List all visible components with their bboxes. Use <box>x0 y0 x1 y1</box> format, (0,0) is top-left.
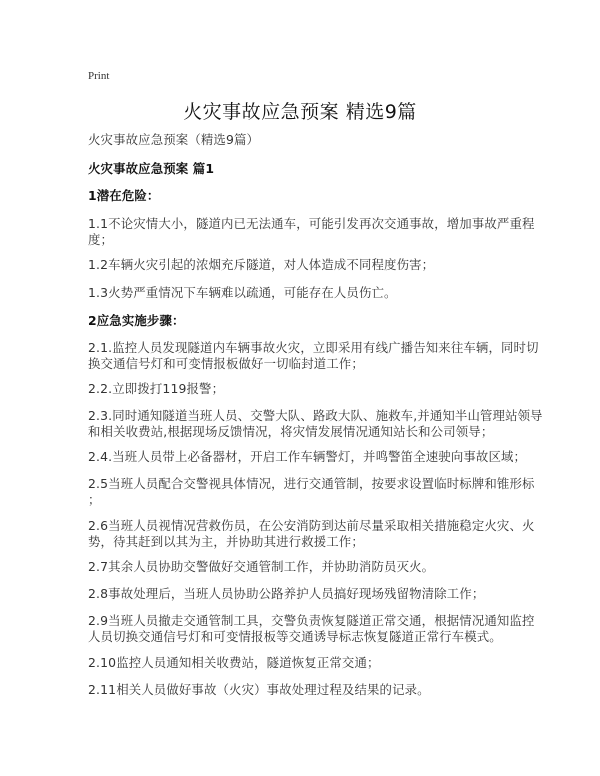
page-title: 火灾事故应急预案 精选9篇 <box>183 101 417 123</box>
paragraph-line: 1.2车辆火灾引起的浓烟充斥隧道，对人体造成不同程度伤害； <box>88 257 435 272</box>
paragraph-line: 势，待其赶到以其为主，并协助其进行救援工作； <box>88 534 364 549</box>
paragraph <box>88 381 224 397</box>
paragraph-line: 人员切换交通信号灯和可变情报板等交通诱导标志恢复隧道正常行车模式。 <box>88 629 502 644</box>
paragraph <box>88 586 484 602</box>
paragraph <box>88 449 526 465</box>
paragraph <box>88 655 380 671</box>
paragraph-line: 2.1.监控人员发现隧道内车辆事故火灾，立即采用有线广播告知来往车辆，同时切 <box>88 340 539 355</box>
section-heading-steps: 2应急实施步骤： <box>88 313 185 328</box>
paragraph-line: 换交通信号灯和可变情报板做好一切临封道工作； <box>88 356 364 371</box>
paragraph-line: 2.9当班人员撤走交通管制工具，交警负责恢复隧道正常交通，根据情况通知监控 <box>88 613 535 628</box>
paragraph-line: 和相关收费站,根据现场反馈情况，将灾情发展情况通知站长和公司领导； <box>88 424 494 439</box>
article-heading: 火灾事故应急预案 篇1 <box>88 161 215 176</box>
paragraph <box>88 682 430 698</box>
paragraph <box>88 285 397 301</box>
paragraph <box>88 559 434 575</box>
paragraph-line: 2.4.当班人员带上必备器材，开启工作车辆警灯，并鸣警笛全速驶向事故区域； <box>88 449 527 464</box>
paragraph-line: 2.6当班人员视情况营救伤员，在公安消防到达前尽量采取相关措施稳定火灾、火 <box>88 518 535 533</box>
paragraph-line: 2.2.立即拨打119报警； <box>88 381 225 396</box>
paragraph <box>88 408 543 440</box>
paragraph <box>88 476 535 508</box>
paragraph <box>88 340 539 372</box>
paragraph <box>88 216 535 248</box>
paragraph-line: 1.3火势严重情况下车辆难以疏通，可能存在人员伤亡。 <box>88 285 397 300</box>
paragraph-line: ； <box>88 492 101 507</box>
paragraph-line: 2.10监控人员通知相关收费站，隧道恢复正常交通； <box>88 655 380 670</box>
paragraph-line: 2.3.同时通知隧道当班人员、交警大队、路政大队、施救车,并通知半山管理站领导 <box>88 408 543 423</box>
paragraph <box>88 518 535 550</box>
paragraph-line: 1.1不论灾情大小，隧道内已无法通车，可能引发再次交通事故，增加事故严重程 <box>88 216 535 231</box>
paragraph-line: 2.5当班人员配合交警视具体情况，进行交通管制，按要求设置临时标牌和锥形标 <box>88 476 535 491</box>
paragraph-line: 2.11相关人员做好事故（火灾）事故处理过程及结果的记录。 <box>88 682 430 697</box>
document-subtitle: 火灾事故应急预案（精选9篇） <box>88 132 260 147</box>
paragraph-line: 2.8事故处理后，当班人员协助公路养护人员搞好现场残留物清除工作； <box>88 586 485 601</box>
section-heading-hazards: 1潜在危险： <box>88 188 160 203</box>
paragraph-line: 2.7其余人员协助交警做好交通管制工作，并协助消防员灭火。 <box>88 559 435 574</box>
paragraph-line: 度； <box>88 232 114 247</box>
print-link[interactable]: Print <box>88 70 110 82</box>
paragraph <box>88 613 535 645</box>
paragraph <box>88 257 434 273</box>
